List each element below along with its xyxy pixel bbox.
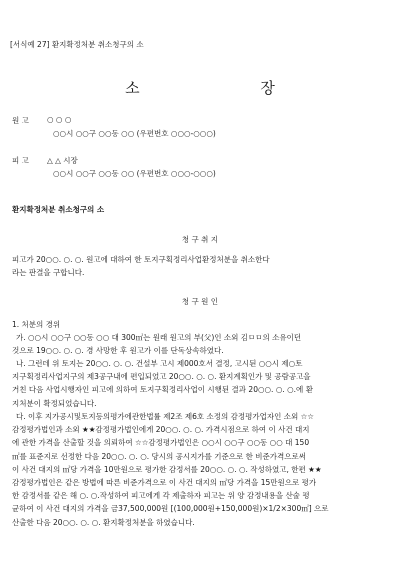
paragraph-line: 지처분이 확정되었습니다.: [12, 398, 97, 408]
plaintiff-name: ○ ○ ○: [47, 115, 72, 124]
claim-line: 라는 판결을 구합니다.: [12, 268, 85, 278]
paragraph-ga: [12, 331, 390, 357]
paragraph-na: [12, 357, 390, 410]
paragraph-line: 균하여 이 사건 대지의 가격을 금37,500,000원 [(100,000원+150,000원)×1/2×300㎡] 으로: [12, 504, 329, 514]
paragraph-line: 것으로 19○○. ○. ○. 경 사망한 후 원고가 이를 단독상속하였다.: [12, 346, 224, 356]
plaintiff-label: 원 고: [12, 116, 29, 125]
paragraph-line: 산출한 다음 20○○. ○. ○. 환지확정처분을 하였습니다.: [12, 517, 195, 527]
defendant-address: ○○시 ○○구 ○○동 ○○ (우편번호 ○○○-○○○): [53, 169, 216, 178]
paragraph-line: 나. 그런데 위 토지는 20○○. ○. ○. 건설부 고시 제000호서 결정, 고시된 ○○시 제○토: [16, 359, 303, 368]
form-title: [서식예 27] 환지확정처분 취소청구의 소: [10, 40, 144, 49]
case-name: 환지확정처분 취소청구의 소: [12, 205, 105, 214]
paragraph-da: [12, 410, 390, 529]
document-title: 소 장: [125, 79, 333, 97]
paragraph-line: 가. ○○시 ○○구 ○○동 ○○ 대 300㎡는 원래 원고의 부(父)인 소외 김ㅁㅁ의 소유이던: [16, 333, 302, 342]
paragraph-line: 감정평가법인은 같은 방법에 따른 비준가격으로 이 사건 대지의 ㎡당 가격을 15만원으로 평가: [12, 478, 317, 488]
plaintiff-address: ○○시 ○○구 ○○동 ○○ (우편번호 ○○○-○○○): [53, 129, 216, 138]
paragraph-line: 지구획정리사업지구의 제3공구내에 편입되었고 20○○. ○. ○. 환지계획인가 및 공람공고을: [12, 372, 311, 382]
defendant-name: △ △ 시장: [47, 156, 78, 165]
subheading-text: 1. 처분의 경위: [12, 320, 61, 329]
paragraph-line: 감정평가법인과 소외 ★★감정평가법인에게 20○○. ○. ○. 가격시점으로 하여 이 사건 대지: [12, 425, 310, 435]
cause-subheading: [12, 318, 390, 331]
defendant-label: 피 고: [12, 156, 29, 165]
claim-heading: 청 구 취 지: [181, 235, 219, 244]
paragraph-line: 거친 다음 사업시행자인 피고에 의하여 토지구획정리사업이 시행된 결과 20○○. ○. ○.에 환: [12, 385, 313, 395]
paragraph-line: 다. 이후 지가공시및토지등의평가에관한법률 제2조 제6호 소정의 감정평가업자인 소외 ☆☆: [16, 412, 315, 421]
paragraph-line: ㎡를 표준지로 선정한 다음 20○○. ○. ○. 당시의 공시지가를 기준으로 한 비준가격으로써: [12, 451, 306, 461]
paragraph-line: 이 사건 대지의 ㎡당 가격을 10만원으로 평가한 감정서를 20○○. ○. ○. 작성하였고, 한편 ★★: [12, 464, 322, 474]
paragraph-line: 한 감정서를 같은 해 ○. ○.작성하여 피고에게 각 제출하자 피고는 위 양 감정내용을 산술 평: [12, 491, 310, 501]
claim-line: 피고가 20○○. ○. ○. 원고에 대하여 한 토지구획정리사업환정처분을 취소한다: [12, 255, 270, 264]
cause-heading: 청 구 원 인: [181, 297, 219, 306]
claim-body: [12, 253, 390, 279]
paragraph-line: 에 관한 가격을 산출할 것을 의뢰하여 ☆☆감정평가법인은 ○○시 ○○구 ○○동 ○○ 대 150: [12, 438, 310, 448]
